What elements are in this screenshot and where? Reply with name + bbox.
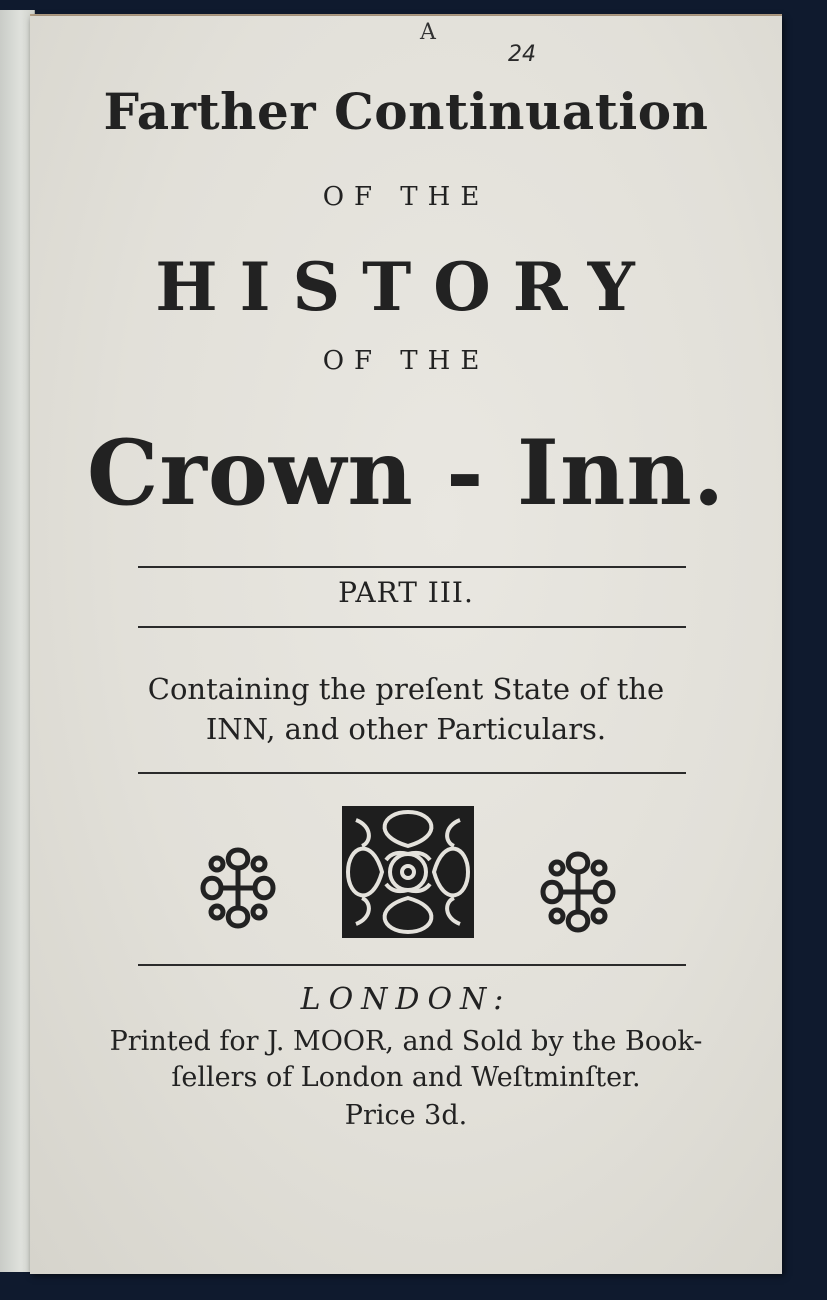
central-block-ornament-icon — [342, 806, 474, 938]
rule-divider — [138, 772, 686, 774]
rule-divider — [138, 626, 686, 628]
signature-mark: A — [420, 20, 436, 45]
imprint-line-1: Printed for J. MOOR, and Sold by the Book- — [109, 1026, 703, 1057]
title-line-4: OF THE — [322, 346, 490, 376]
imprint-city: LONDON: — [300, 982, 512, 1017]
part-label: PART III. — [338, 576, 474, 609]
imprint-price: Price 3d. — [344, 1100, 468, 1131]
title-line-5: Crown - Inn. — [86, 420, 726, 526]
fleuron-ornament-icon — [195, 842, 281, 934]
contents-line-1: Containing the preſent State of the — [147, 672, 665, 706]
title-line-2: OF THE — [322, 182, 490, 212]
imprint-line-2: ſellers of London and Weſtminſter. — [171, 1062, 641, 1093]
contents-line-2: INN, and other Particulars. — [205, 712, 607, 746]
fleuron-ornament-icon — [535, 846, 621, 938]
rule-divider — [138, 964, 686, 966]
title-page — [30, 16, 782, 1274]
handwritten-number: 24 — [508, 42, 536, 67]
title-line-1: Farther Continuation — [103, 82, 709, 141]
title-line-3: HISTORY — [155, 248, 657, 326]
rule-divider — [138, 566, 686, 568]
